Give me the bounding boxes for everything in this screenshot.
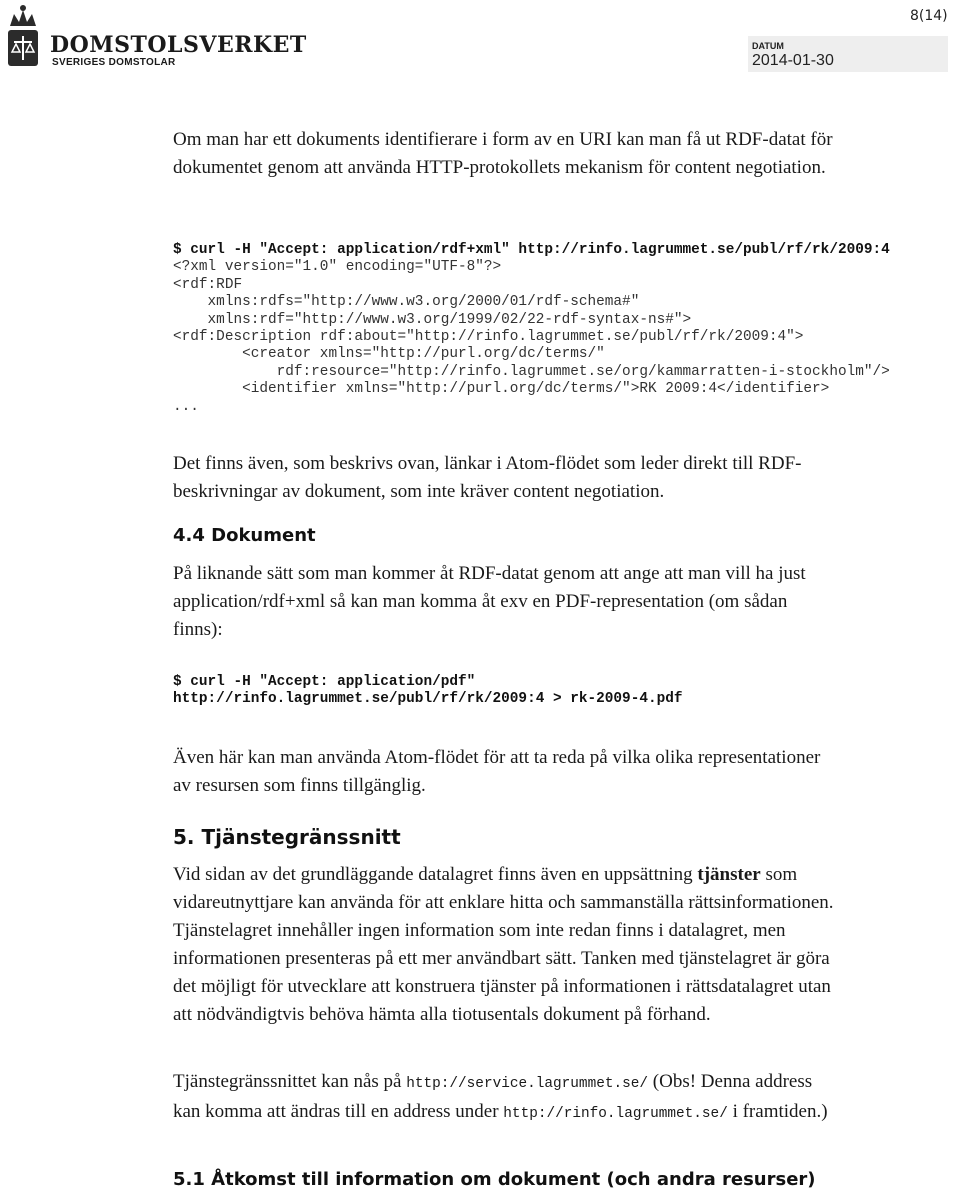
paragraph-address-b: (Obs! Denna address kan komma att ändras till en address under (173, 1071, 813, 1122)
date-box (748, 36, 948, 72)
paragraph-address-a: Tjänstegränssnittet kan nås på (173, 1071, 407, 1092)
heading-4-4: 4.4 Dokument (173, 525, 316, 546)
paragraph-content-negotiation: Om man har ett dokuments identifierare i form av en URI kan man få ut RDF-datat för dokumentet genom att använda HTTP-protokollets mekanism för content negotiation. (173, 129, 833, 178)
date-label: DATUM (752, 41, 784, 51)
rinfo-url-link[interactable]: http://rinfo.lagrummet.se/ (503, 1106, 728, 1122)
term-tjanster: tjänster (697, 864, 761, 885)
date-value: 2014-01-30 (752, 52, 834, 69)
logo-title: DOMSTOLSVERKET (50, 32, 307, 58)
crown-logo-icon (6, 4, 40, 68)
paragraph-address-c: i framtiden.) (727, 1101, 828, 1122)
page-number: 8(14) (910, 8, 948, 24)
heading-5-1: 5.1 Åtkomst till information om dokument (och andra resurser) (173, 1169, 816, 1190)
code-curl-pdf-command: $ curl -H "Accept: application/pdf" http://rinfo.lagrummet.se/publ/rf/rk/2009:4 > rk-2009-4.pdf (173, 674, 683, 708)
paragraph-services-rest: som vidareutnyttjare kan använda för att enklare hitta och sammanställa rättsinformationen. Tjänstelagret innehåller ingen information som inte redan finns i datalagret, men informationen presenteras på ett mer användbart sätt. Tanken med tjänstelagret är göra det möjligt för utvecklare att konstruera tjänster på informationen i rättsdatalagret utan att nödvändigtvis behöva hämta alla tiotusentals dokument på förhand. (173, 864, 834, 1025)
paragraph-services (173, 861, 838, 1029)
code-rdf-output: <?xml version="1.0" encoding="UTF-8"?> <rdf:RDF xmlns:rdfs="http://www.w3.org/2000/01/rdf-schema#" xmlns:rdf="http://www.w3.org/1999/02/22-rdf-syntax-ns#"> <rdf:Description rdf:about="http://rinfo.lagrummet.se/publ/rf/rk/2009:4"> <creator xmlns="http://purl.org/dc/terms/" rdf:resource="http://rinfo.lagrummet.se/org/kammarratten-i-stockholm"/> <identifier xmlns="http://purl.org/dc/terms/">RK 2009:4</identifier> ... (173, 259, 890, 415)
code-block-rdf (173, 242, 890, 416)
service-url-link[interactable]: http://service.lagrummet.se/ (406, 1076, 649, 1092)
heading-5: 5. Tjänstegränssnitt (173, 825, 401, 849)
paragraph-atom-representations: Även här kan man använda Atom-flödet för att ta reda på vilka olika representationer av resursen som finns tillgänglig. (173, 747, 821, 796)
logo-subtitle: SVERIGES DOMSTOLAR (52, 57, 176, 68)
paragraph-services-intro: Vid sidan av det grundläggande datalagret finns även en uppsättning (173, 864, 698, 885)
paragraph-atom-links: Det finns även, som beskrivs ovan, länkar i Atom-flödet som leder direkt till RDF-beskrivningar av dokument, som inte kräver content negotiation. (173, 453, 802, 502)
paragraph-pdf-representation: På liknande sätt som man kommer åt RDF-datat genom att ange att man vill ha just application/rdf+xml så kan man komma åt exv en PDF-representation (om sådan finns): (173, 563, 806, 640)
paragraph-service-address (173, 1068, 838, 1128)
code-curl-rdf-command: $ curl -H "Accept: application/rdf+xml" http://rinfo.lagrummet.se/publ/rf/rk/2009:4 (173, 242, 890, 258)
